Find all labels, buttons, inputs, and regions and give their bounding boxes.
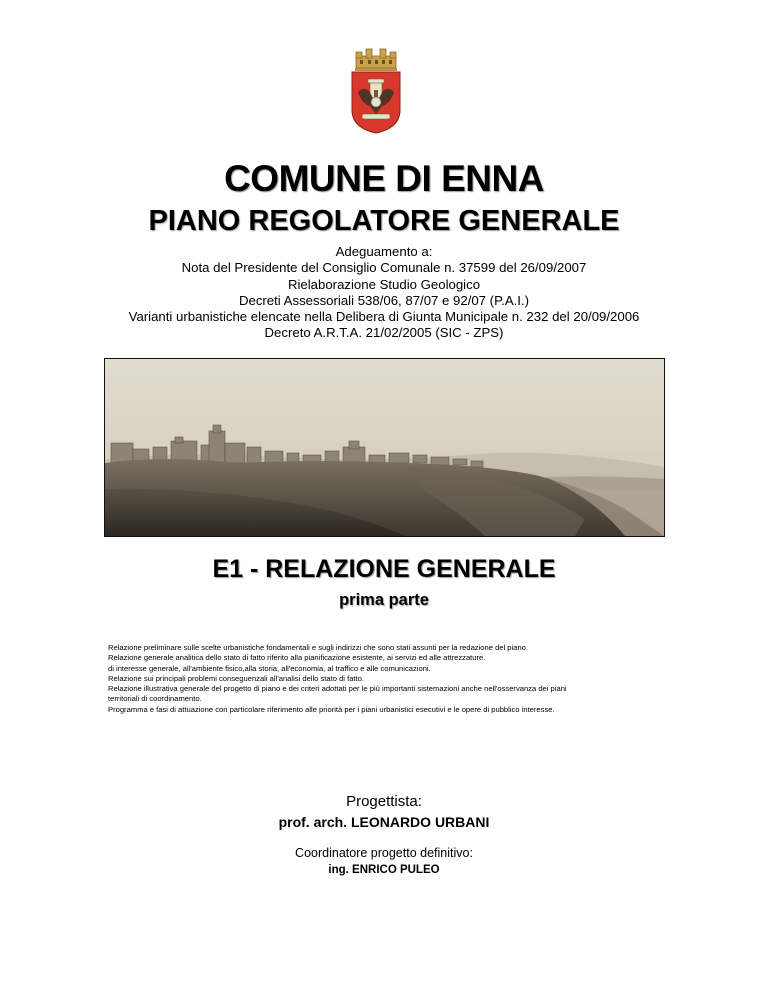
description-line: Relazione preliminare sulle scelte urbanistiche fondamentali e sugli indirizzi che sono stati assunti per la redazione del piano. bbox=[108, 643, 528, 652]
crown-icon bbox=[355, 49, 397, 71]
description-line: Programma e fasi di attuazione con particolare riferimento alle priorità per i piani urbanistici esecutivi e le opere di pubblico interesse. bbox=[108, 704, 555, 714]
adeguamento-line: Nota del Presidente del Consiglio Comunale n. 37599 del 26/09/2007 bbox=[181, 260, 587, 276]
document-part: prima parte bbox=[339, 591, 429, 609]
adeguamento-line: Adeguamento a: bbox=[335, 244, 433, 259]
document-code-title: E1 - RELAZIONE GENERALE bbox=[212, 555, 556, 583]
adeguamento-block bbox=[0, 244, 768, 342]
designer-name: prof. arch. LEONARDO URBANI bbox=[278, 814, 490, 830]
adeguamento-line: Varianti urbanistiche elencate nella Delibera di Giunta Municipale n. 232 del 20/09/2006 bbox=[128, 309, 640, 325]
adeguamento-line: Decreto A.R.T.A. 21/02/2005 (SIC - ZPS) bbox=[264, 325, 504, 341]
description-line: Relazione generale analitica dello stato di fatto riferito alla pianificazione esistente, ai servizi ed alle attrezzature. bbox=[108, 653, 486, 663]
coat-of-arms-icon bbox=[348, 44, 404, 134]
description-line: di interesse generale, all'ambiente fisico,alla storia, all'economia, al traffico e alle comunicazioni. bbox=[108, 663, 431, 673]
adeguamento-line: Rielaborazione Studio Geologico bbox=[287, 276, 481, 292]
description-line: territoriali di coordinamento. bbox=[108, 694, 202, 704]
designer-label: Progettista: bbox=[346, 793, 422, 810]
town-panorama-image bbox=[104, 358, 665, 537]
plan-title: PIANO REGOLATORE GENERALE bbox=[148, 205, 620, 237]
municipality-title: COMUNE DI ENNA bbox=[224, 158, 544, 199]
adeguamento-line: Decreti Assessoriali 538/06, 87/07 e 92/07 (P.A.I.) bbox=[238, 292, 530, 308]
description-block bbox=[108, 643, 648, 715]
description-line: Relazione illustrativa generale del progetto di piano e dei criteri adottati per le più importanti sistemazioni anche nell'osservanza dei piani bbox=[108, 684, 567, 694]
coordinator-label: Coordinatore progetto definitivo: bbox=[295, 846, 473, 860]
description-line: Relazione sui principali problemi conseguenzali all'analisi dello stato di fatto. bbox=[108, 673, 364, 683]
coordinator-name: ing. ENRICO PULEO bbox=[328, 864, 440, 876]
